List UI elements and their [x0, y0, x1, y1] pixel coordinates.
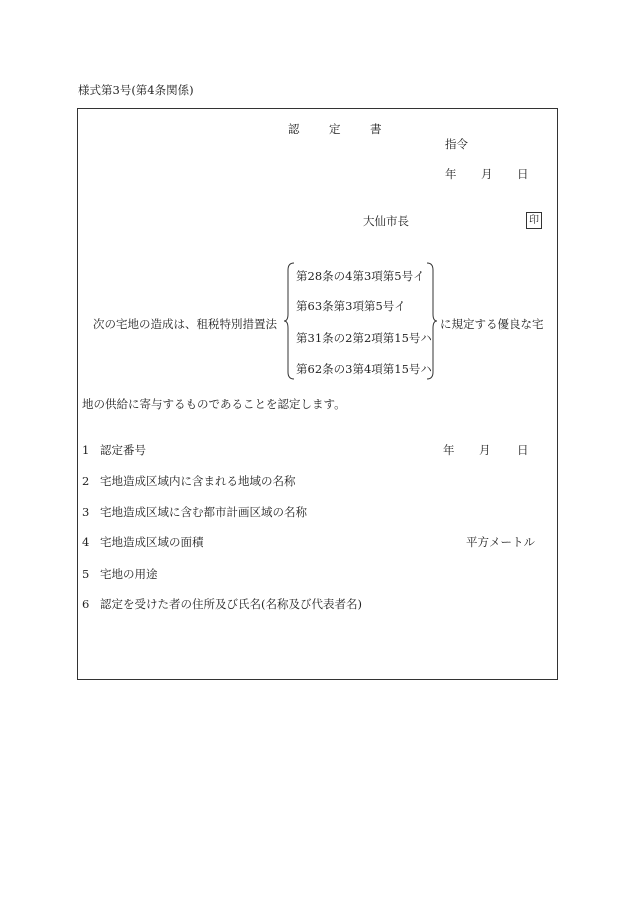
list-item — [82, 445, 146, 457]
list-item — [82, 476, 296, 488]
seal-stamp: 印 — [526, 212, 542, 229]
year-label: 年 — [445, 167, 457, 181]
issuer-name: 大仙市長 — [363, 214, 409, 228]
order-label: 指令 — [445, 137, 468, 151]
document-title: 認 定 書 — [288, 122, 391, 136]
law-clause-3: 第31条の2第2項第15号ハ — [296, 331, 432, 345]
item-label: 認定を受けた者の住所及び氏名(名称及び代表者名) — [100, 597, 362, 611]
list-item — [82, 599, 362, 611]
list-item — [82, 537, 204, 549]
item-label: 宅地の用途 — [100, 567, 158, 581]
month-label: 月 — [479, 443, 491, 457]
left-brace-icon — [283, 262, 295, 380]
item-label: 認定番号 — [100, 443, 146, 457]
certification-date — [443, 445, 529, 457]
list-item — [82, 569, 158, 581]
month-label: 月 — [481, 167, 493, 181]
issue-date — [445, 169, 529, 181]
law-clause-2: 第63条第3項第5号イ — [296, 299, 406, 313]
certification-lead-text: 次の宅地の造成は、租税特別措置法 — [93, 317, 277, 331]
item-number: 5 — [82, 567, 90, 581]
certification-continuation-text: 地の供給に寄与するものであることを認定します。 — [82, 397, 346, 411]
day-label: 日 — [517, 167, 529, 181]
law-clause-4: 第62条の3第4項第15号ハ — [296, 362, 432, 376]
item-number: 1 — [82, 443, 90, 457]
item-label: 宅地造成区域内に含まれる地域の名称 — [100, 474, 296, 488]
item-number: 4 — [82, 535, 90, 549]
year-label: 年 — [443, 443, 455, 457]
item-number: 6 — [82, 597, 90, 611]
item-number: 3 — [82, 505, 90, 519]
area-unit-label: 平方メートル — [466, 535, 535, 549]
day-label: 日 — [517, 443, 529, 457]
certification-tail-text: に規定する優良な宅 — [440, 317, 544, 331]
right-brace-icon — [426, 262, 438, 380]
form-number: 様式第3号(第4条関係) — [78, 83, 194, 97]
item-label: 宅地造成区域に含む都市計画区域の名称 — [100, 505, 307, 519]
item-label: 宅地造成区域の面積 — [100, 535, 204, 549]
certificate-frame — [77, 108, 558, 680]
law-clause-1: 第28条の4第3項第5号イ — [296, 269, 425, 283]
list-item — [82, 507, 307, 519]
item-number: 2 — [82, 474, 90, 488]
